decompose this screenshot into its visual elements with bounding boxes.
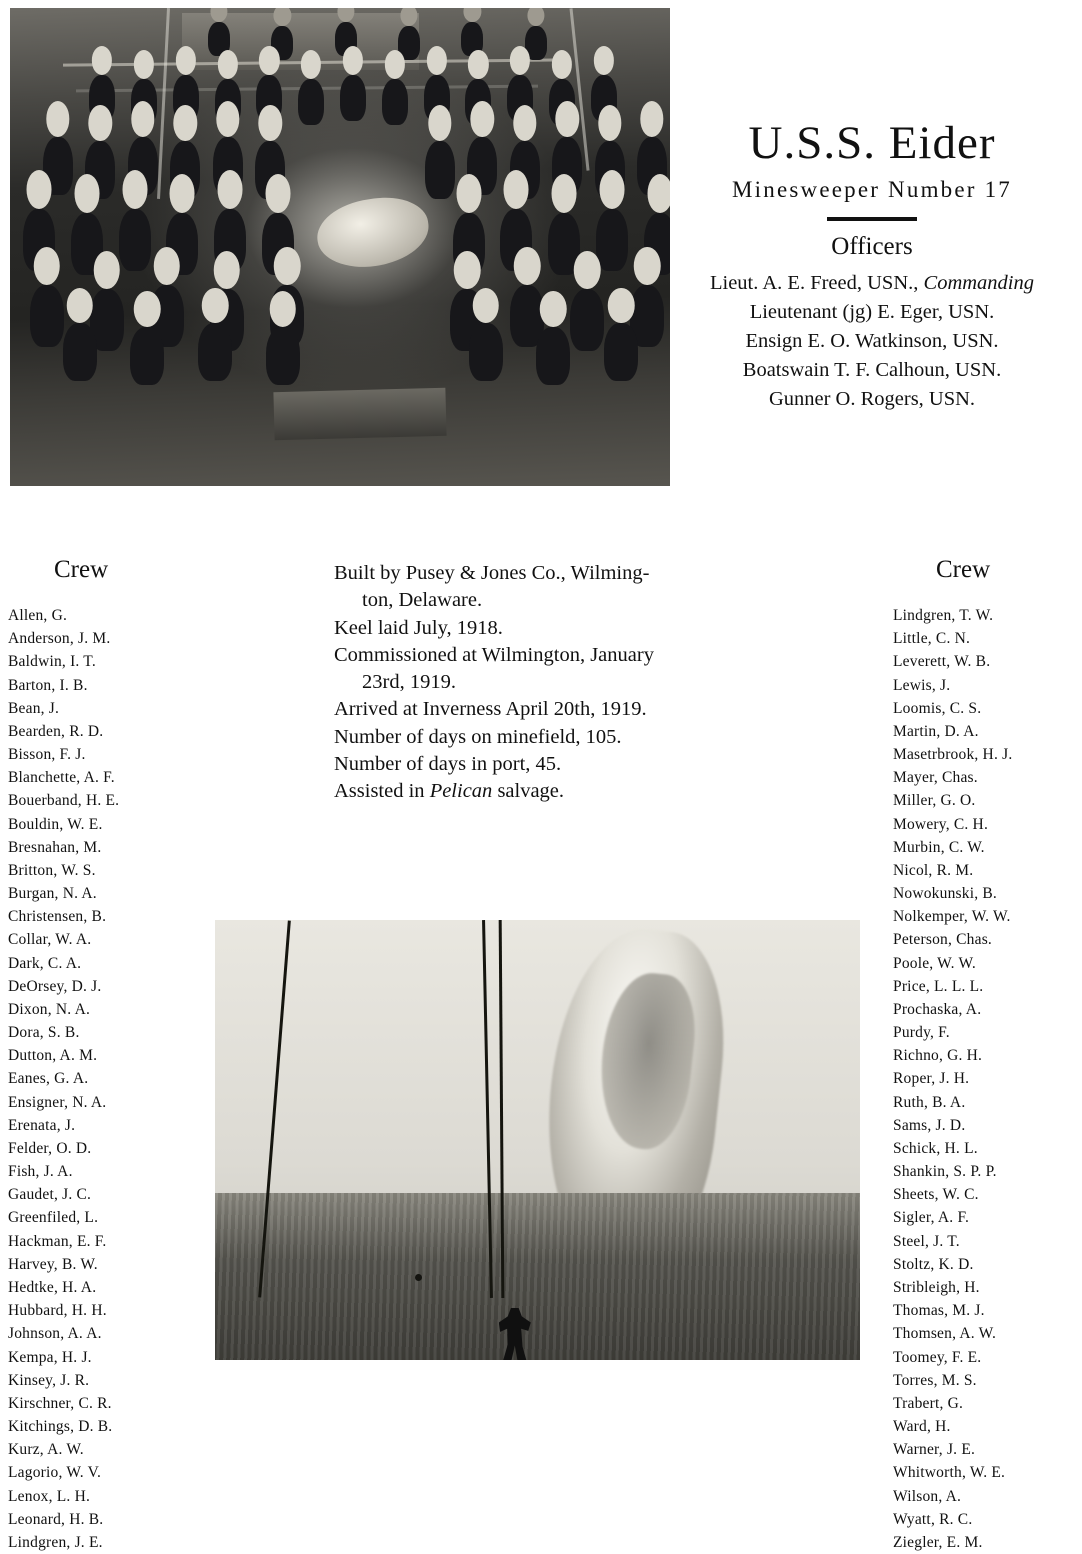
crew-name: Warner, J. E. [893,1441,976,1459]
crew-name: Torres, M. S. [893,1371,977,1389]
crew-name: Wilson, A. [893,1487,962,1505]
ship-fact-line: Number of days on minefield, 105. [334,725,622,748]
crew-name: Whitworth, W. E. [893,1464,1006,1482]
crew-group-photo [10,8,670,486]
crew-name: Martin, D. A. [893,722,979,740]
crew-name: Peterson, Chas. [893,931,993,949]
ship-fact-line: Number of days in port, 45. [334,752,562,775]
crew-name: Ensigner, N. A. [8,1093,107,1111]
crew-name: Christensen, B. [8,908,107,926]
officer-name: Gunner O. Rogers, USN. [768,388,976,411]
crew-name: Bearden, R. D. [8,722,104,740]
crew-name: Allen, G. [8,607,68,624]
crew-name: Leonard, H. B. [8,1510,104,1528]
officers-list [672,269,1072,415]
crew-name: Dora, S. B. [8,1024,80,1042]
officer-entry [672,298,1072,327]
officer-name: Lieutenant (jg) E. Eger, USN. [749,301,995,324]
deck-plate-shape [273,388,446,440]
crew-name: Eanes, G. A. [8,1070,89,1088]
crew-name: Lenox, L. H. [8,1487,91,1505]
sailor-figure [130,327,164,385]
crew-name: Mowery, C. H. [893,815,989,833]
sailor-figure [604,323,638,381]
crew-name: Harvey, B. W. [8,1255,98,1273]
crew-name: Lindgren, T. W. [893,607,994,624]
officer-note: Commanding [923,272,1034,294]
crew-name: Shankin, S. P. P. [893,1163,997,1181]
officer-name: Lieut. A. E. Freed, USN., [709,272,919,294]
crew-list-left [8,604,119,1554]
sailor-figure [63,323,97,381]
ship-fact-line: 23rd, 1919. [362,671,456,693]
sailor-figure [119,209,151,271]
sailor-figure [469,323,503,381]
crew-name: Ziegler, E. M. [893,1533,983,1551]
crew-heading-left: Crew [54,556,109,583]
crew-name: Kurz, A. W. [8,1441,84,1459]
crew-name: Johnson, A. A. [8,1325,102,1343]
crew-name: Fish, J. A. [8,1163,73,1181]
crew-name: Lagorio, W. V. [8,1464,102,1482]
ship-fact-line: Built by Pusey & Jones Co., Wilming- [334,562,650,584]
crew-name: Dixon, N. A. [8,1000,91,1018]
crew-name: Baldwin, I. T. [8,653,96,671]
ship-header [672,117,1072,415]
crew-name: Richno, G. H. [893,1047,983,1065]
crew-name: DeOrsey, D. J. [8,977,102,995]
officer-entry [672,385,1072,414]
crew-name: Wyatt, R. C. [893,1510,973,1528]
crew-name: Masetrbrook, H. J. [893,746,1013,764]
crew-name: Poole, W. W. [893,954,976,972]
sailor-figure [382,79,408,125]
crew-name: Sigler, A. F. [893,1209,970,1227]
ship-fact-line: ton, Delaware. [362,589,483,612]
officers-heading: Officers [831,233,913,260]
crew-name: Bouerband, H. E. [8,792,120,810]
salvage-prefix: Assisted in [334,780,430,802]
crew-name: Bisson, F. J. [8,746,86,764]
sailor-figure [198,323,232,381]
crew-name: Bresnahan, M. [8,838,102,856]
crew-name: Hackman, E. F. [8,1232,107,1250]
crew-name: Collar, W. A. [8,931,92,949]
crew-name: Hedtke, H. A. [8,1278,97,1296]
crew-name: Bean, J. [8,699,60,717]
officer-name: Boatswain T. F. Calhoun, USN. [742,359,1002,382]
crew-name: Bouldin, W. E. [8,815,103,833]
crew-name: Price, L. L. L. [893,977,984,995]
crew-name: Burgan, N. A. [8,885,97,903]
ship-fact-line: Keel laid July, 1918. [334,616,503,639]
crew-name: Sheets, W. C. [893,1186,979,1204]
crew-name: Lewis, J. [893,676,951,694]
crew-name: Nowokunski, B. [893,885,997,903]
page-subtitle: Minesweeper Number 17 [732,177,1012,202]
crew-name: Ward, H. [893,1418,951,1436]
crew-name: Leverett, W. B. [893,653,991,671]
crew-name: Purdy, F. [893,1024,950,1042]
crew-name: Trabert, G. [893,1394,964,1412]
crew-name: Thomsen, A. W. [893,1325,997,1343]
crew-name: Toomey, F. E. [893,1348,982,1366]
sailor-figure [298,79,324,125]
crew-name: Dutton, A. M. [8,1047,98,1065]
crew-name: Miller, G. O. [893,792,976,810]
crew-heading-right: Crew [936,556,991,583]
crew-name: Gaudet, J. C. [8,1186,92,1204]
crew-name: Murbin, C. W. [893,838,985,856]
crew-name: Prochaska, A. [893,1000,982,1018]
crew-name: Schick, H. L. [893,1139,978,1157]
ship-fact-salvage [334,778,734,805]
page-title: U.S.S. Eider [748,117,996,169]
crew-name: Loomis, C. S. [893,699,982,717]
ship-fact-line: Commissioned at Wilmington, January [334,643,654,666]
sailor-figure [570,289,604,351]
divider-rule [827,217,917,221]
ship-facts-block [334,560,734,805]
ship-fact-line: Arrived at Inverness April 20th, 1919. [334,698,647,721]
officer-entry [672,269,1072,298]
crew-name: Kinsey, J. R. [8,1371,90,1389]
crew-name: Blanchette, A. F. [8,769,115,787]
crew-name: Hubbard, H. H. [8,1302,107,1320]
mine-explosion-photo [215,920,860,1360]
crew-name: Stoltz, K. D. [893,1255,974,1273]
photo-sea [215,1193,860,1360]
crew-name: Dark, C. A. [8,954,82,972]
crew-name: Erenata, J. [8,1116,76,1134]
salvage-ship-name: Pelican [429,780,493,802]
crew-name: Felder, O. D. [8,1139,92,1157]
crew-name: Britton, W. S. [8,861,96,879]
salvage-suffix: salvage. [492,780,565,802]
sailor-figure [596,209,628,271]
crew-name: Little, C. N. [893,630,971,648]
crew-name: Barton, I. B. [8,676,88,694]
sailor-figure [266,327,300,385]
crew-name: Nolkemper, W. W. [893,908,1011,926]
sailor-figure [425,141,455,199]
crew-name: Steel, J. T. [893,1232,960,1250]
crew-name: Kirschner, C. R. [8,1394,112,1412]
crew-name: Nicol, R. M. [893,861,974,879]
crew-list-right [893,604,1012,1554]
crew-name: Sams, J. D. [893,1116,966,1134]
crew-name: Lindgren, J. E. [8,1533,103,1551]
officer-entry [672,327,1072,356]
crew-name: Ruth, B. A. [893,1093,966,1111]
crew-name: Anderson, J. M. [8,630,111,648]
crew-name: Mayer, Chas. [893,769,978,787]
crew-name: Thomas, M. J. [893,1302,985,1320]
crew-name: Kitchings, D. B. [8,1418,113,1436]
crew-name: Roper, J. H. [893,1070,970,1088]
officer-entry [672,356,1072,385]
sailor-figure [340,75,366,121]
crew-name: Stribleigh, H. [893,1278,980,1296]
officer-name: Ensign E. O. Watkinson, USN. [745,330,999,353]
sailor-figure [30,285,64,347]
sailor-figure [536,327,570,385]
crew-name: Greenfiled, L. [8,1209,99,1227]
crew-name: Kempa, H. J. [8,1348,92,1366]
